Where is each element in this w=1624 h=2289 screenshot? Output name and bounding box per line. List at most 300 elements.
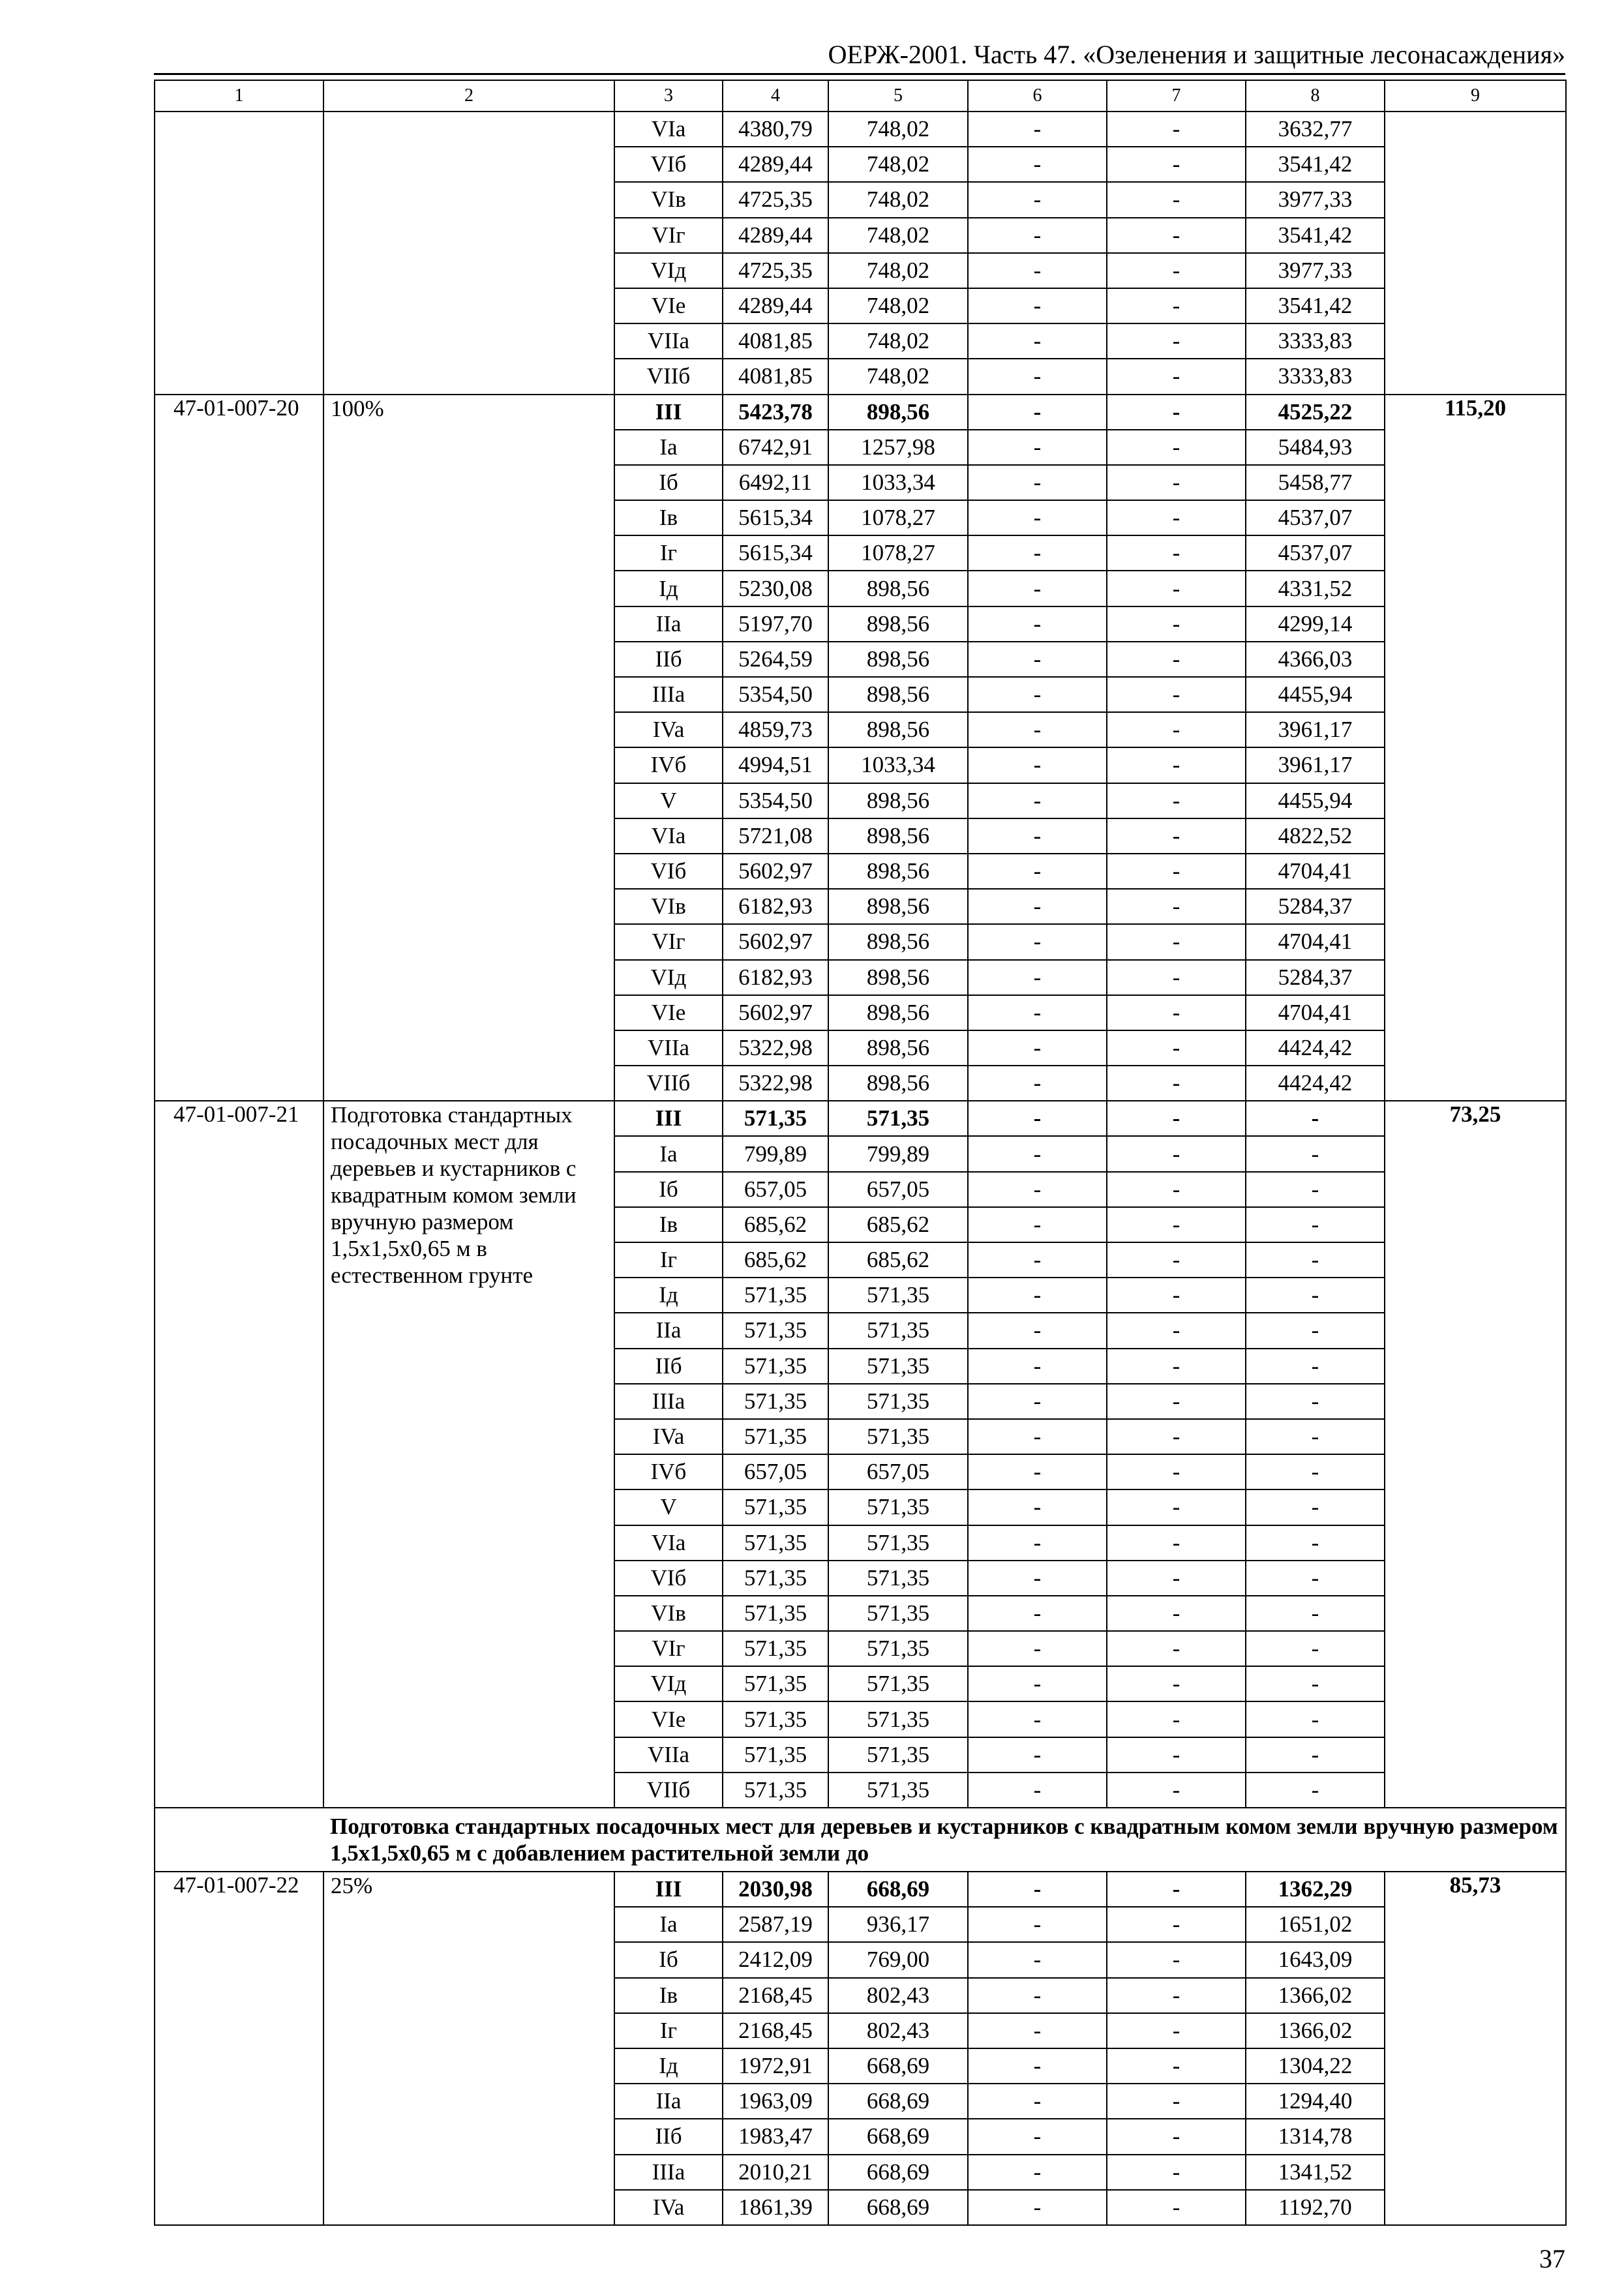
material-cost-cell: 1294,40	[1246, 2084, 1385, 2119]
total-cost-cell: 571,35	[723, 1278, 828, 1313]
material-cost-cell: 1651,02	[1246, 1907, 1385, 1942]
driver-cost-cell: -	[1107, 359, 1246, 394]
machine-cost-cell: -	[968, 465, 1107, 500]
machine-cost-cell: -	[968, 889, 1107, 924]
labor-cost-cell: 748,02	[828, 182, 968, 217]
material-cost-cell: 1341,52	[1246, 2155, 1385, 2190]
driver-cost-cell: -	[1107, 1278, 1246, 1313]
labor-cost-cell: 571,35	[828, 1666, 968, 1701]
labor-hours-cell: 115,20	[1385, 395, 1566, 1101]
total-cost-cell: 2412,09	[723, 1942, 828, 1977]
zone-cell: IVa	[614, 2190, 723, 2225]
material-cost-cell: 3961,17	[1246, 712, 1385, 747]
labor-cost-cell: 1078,27	[828, 535, 968, 571]
labor-cost-cell: 571,35	[828, 1349, 968, 1384]
total-cost-cell: 685,62	[723, 1207, 828, 1242]
material-cost-cell: -	[1246, 1419, 1385, 1454]
machine-cost-cell: -	[968, 1872, 1107, 1907]
total-cost-cell: 657,05	[723, 1172, 828, 1207]
labor-cost-cell: 748,02	[828, 323, 968, 359]
item-code	[155, 112, 323, 395]
total-cost-cell: 571,35	[723, 1666, 828, 1701]
total-cost-cell: 5322,98	[723, 1066, 828, 1101]
material-cost-cell: 4525,22	[1246, 395, 1385, 430]
total-cost-cell: 571,35	[723, 1349, 828, 1384]
table-row	[155, 1101, 1566, 1136]
driver-cost-cell: -	[1107, 1631, 1246, 1666]
zone-cell: VIг	[614, 218, 723, 253]
zone-cell: Ia	[614, 430, 723, 465]
zone-cell: IIб	[614, 1349, 723, 1384]
zone-cell: Iв	[614, 1978, 723, 2013]
machine-cost-cell: -	[968, 2084, 1107, 2119]
total-cost-cell: 1861,39	[723, 2190, 828, 2225]
driver-cost-cell: -	[1107, 323, 1246, 359]
zone-cell: VIIa	[614, 1737, 723, 1773]
table-row	[155, 395, 1566, 430]
total-cost-cell: 5615,34	[723, 535, 828, 571]
labor-cost-cell: 898,56	[828, 854, 968, 889]
labor-cost-cell: 668,69	[828, 2119, 968, 2154]
column-number: 9	[1385, 80, 1566, 112]
item-description: 25%	[323, 1872, 614, 2225]
labor-cost-cell: 898,56	[828, 783, 968, 818]
machine-cost-cell: -	[968, 924, 1107, 959]
total-cost-cell: 5602,97	[723, 924, 828, 959]
total-cost-cell: 571,35	[723, 1561, 828, 1596]
labor-cost-cell: 898,56	[828, 924, 968, 959]
labor-cost-cell: 898,56	[828, 642, 968, 677]
labor-cost-cell: 1078,27	[828, 500, 968, 535]
zone-cell: IVa	[614, 1419, 723, 1454]
machine-cost-cell: -	[968, 1978, 1107, 2013]
labor-cost-cell: 898,56	[828, 818, 968, 854]
material-cost-cell: -	[1246, 1349, 1385, 1384]
total-cost-cell: 5264,59	[723, 642, 828, 677]
zone-cell: Iг	[614, 2013, 723, 2048]
material-cost-cell: -	[1246, 1701, 1385, 1737]
zone-cell: VIe	[614, 288, 723, 323]
zone-cell: IIa	[614, 606, 723, 642]
material-cost-cell: -	[1246, 1242, 1385, 1278]
labor-cost-cell: 898,56	[828, 606, 968, 642]
labor-cost-cell: 571,35	[828, 1561, 968, 1596]
labor-cost-cell: 799,89	[828, 1136, 968, 1171]
zone-cell: VIв	[614, 182, 723, 217]
zone-cell: III	[614, 1101, 723, 1136]
material-cost-cell: 3961,17	[1246, 747, 1385, 783]
driver-cost-cell: -	[1107, 960, 1246, 995]
material-cost-cell: -	[1246, 1773, 1385, 1808]
driver-cost-cell: -	[1107, 430, 1246, 465]
total-cost-cell: 5721,08	[723, 818, 828, 854]
total-cost-cell: 4289,44	[723, 288, 828, 323]
driver-cost-cell: -	[1107, 1454, 1246, 1489]
driver-cost-cell: -	[1107, 677, 1246, 712]
zone-cell: VIe	[614, 1701, 723, 1737]
labor-hours-cell	[1385, 112, 1566, 395]
driver-cost-cell: -	[1107, 395, 1246, 430]
driver-cost-cell: -	[1107, 1525, 1246, 1561]
driver-cost-cell: -	[1107, 288, 1246, 323]
driver-cost-cell: -	[1107, 995, 1246, 1030]
machine-cost-cell: -	[968, 218, 1107, 253]
material-cost-cell: 1192,70	[1246, 2190, 1385, 2225]
zone-cell: VIг	[614, 1631, 723, 1666]
machine-cost-cell: -	[968, 500, 1107, 535]
zone-cell: VIIб	[614, 1066, 723, 1101]
driver-cost-cell: -	[1107, 2084, 1246, 2119]
driver-cost-cell: -	[1107, 571, 1246, 606]
driver-cost-cell: -	[1107, 606, 1246, 642]
labor-cost-cell: 571,35	[828, 1525, 968, 1561]
machine-cost-cell: -	[968, 1489, 1107, 1525]
zone-cell: Iб	[614, 465, 723, 500]
driver-cost-cell: -	[1107, 2119, 1246, 2154]
total-cost-cell: 6492,11	[723, 465, 828, 500]
material-cost-cell: -	[1246, 1278, 1385, 1313]
table-body	[155, 80, 1566, 2225]
material-cost-cell: -	[1246, 1313, 1385, 1348]
material-cost-cell: 5458,77	[1246, 465, 1385, 500]
total-cost-cell: 5197,70	[723, 606, 828, 642]
material-cost-cell: -	[1246, 1525, 1385, 1561]
labor-cost-cell: 802,43	[828, 2013, 968, 2048]
machine-cost-cell: -	[968, 288, 1107, 323]
labor-cost-cell: 748,02	[828, 288, 968, 323]
labor-cost-cell: 668,69	[828, 2190, 968, 2225]
zone-cell: VIв	[614, 889, 723, 924]
machine-cost-cell: -	[968, 677, 1107, 712]
labor-cost-cell: 668,69	[828, 2155, 968, 2190]
total-cost-cell: 6742,91	[723, 430, 828, 465]
labor-cost-cell: 802,43	[828, 1978, 968, 2013]
total-cost-cell: 2030,98	[723, 1872, 828, 1907]
labor-hours-cell: 73,25	[1385, 1101, 1566, 1808]
total-cost-cell: 4081,85	[723, 359, 828, 394]
machine-cost-cell: -	[968, 995, 1107, 1030]
machine-cost-cell: -	[968, 1207, 1107, 1242]
labor-cost-cell: 748,02	[828, 112, 968, 147]
driver-cost-cell: -	[1107, 2048, 1246, 2084]
machine-cost-cell: -	[968, 712, 1107, 747]
column-number: 2	[323, 80, 614, 112]
zone-cell: IIб	[614, 2119, 723, 2154]
column-number: 6	[968, 80, 1107, 112]
zone-cell: VIa	[614, 112, 723, 147]
zone-cell: Iд	[614, 1278, 723, 1313]
labor-cost-cell: 571,35	[828, 1773, 968, 1808]
total-cost-cell: 4725,35	[723, 253, 828, 288]
machine-cost-cell: -	[968, 1278, 1107, 1313]
machine-cost-cell: -	[968, 1666, 1107, 1701]
column-number: 3	[614, 80, 723, 112]
total-cost-cell: 4859,73	[723, 712, 828, 747]
total-cost-cell: 571,35	[723, 1101, 828, 1136]
zone-cell: Iб	[614, 1172, 723, 1207]
column-number: 4	[723, 80, 828, 112]
labor-cost-cell: 571,35	[828, 1701, 968, 1737]
labor-cost-cell: 685,62	[828, 1207, 968, 1242]
total-cost-cell: 6182,93	[723, 889, 828, 924]
machine-cost-cell: -	[968, 818, 1107, 854]
labor-cost-cell: 748,02	[828, 147, 968, 182]
zone-cell: VIIб	[614, 359, 723, 394]
material-cost-cell: -	[1246, 1666, 1385, 1701]
driver-cost-cell: -	[1107, 889, 1246, 924]
zone-cell: III	[614, 1872, 723, 1907]
zone-cell: VIIa	[614, 1030, 723, 1066]
driver-cost-cell: -	[1107, 1242, 1246, 1278]
zone-cell: Iг	[614, 535, 723, 571]
machine-cost-cell: -	[968, 1172, 1107, 1207]
machine-cost-cell: -	[968, 783, 1107, 818]
labor-cost-cell: 571,35	[828, 1419, 968, 1454]
machine-cost-cell: -	[968, 1454, 1107, 1489]
estimate-table	[154, 80, 1567, 2226]
material-cost-cell: 4704,41	[1246, 924, 1385, 959]
total-cost-cell: 5602,97	[723, 854, 828, 889]
driver-cost-cell: -	[1107, 218, 1246, 253]
labor-cost-cell: 898,56	[828, 889, 968, 924]
item-description: Подготовка стандартных посадочных мест для деревьев и кустарников с квадратным комом земли вручную размером 1,5x1,5x0,65 м в естественном грунте	[323, 1101, 614, 1808]
material-cost-cell: -	[1246, 1631, 1385, 1666]
total-cost-cell: 571,35	[723, 1419, 828, 1454]
material-cost-cell: 3977,33	[1246, 253, 1385, 288]
total-cost-cell: 1983,47	[723, 2119, 828, 2154]
total-cost-cell: 685,62	[723, 1242, 828, 1278]
driver-cost-cell: -	[1107, 535, 1246, 571]
driver-cost-cell: -	[1107, 924, 1246, 959]
machine-cost-cell: -	[968, 253, 1107, 288]
machine-cost-cell: -	[968, 1101, 1107, 1136]
zone-cell: IIa	[614, 2084, 723, 2119]
total-cost-cell: 571,35	[723, 1701, 828, 1737]
machine-cost-cell: -	[968, 1030, 1107, 1066]
total-cost-cell: 5423,78	[723, 395, 828, 430]
labor-cost-cell: 1257,98	[828, 430, 968, 465]
total-cost-cell: 571,35	[723, 1631, 828, 1666]
driver-cost-cell: -	[1107, 1136, 1246, 1171]
material-cost-cell: 3333,83	[1246, 359, 1385, 394]
zone-cell: IIб	[614, 642, 723, 677]
zone-cell: VIг	[614, 924, 723, 959]
total-cost-cell: 799,89	[723, 1136, 828, 1171]
machine-cost-cell: -	[968, 2013, 1107, 2048]
zone-cell: Ia	[614, 1907, 723, 1942]
labor-cost-cell: 1033,34	[828, 747, 968, 783]
machine-cost-cell: -	[968, 1313, 1107, 1348]
zone-cell: VIб	[614, 854, 723, 889]
labor-cost-cell: 898,56	[828, 571, 968, 606]
total-cost-cell: 2587,19	[723, 1907, 828, 1942]
material-cost-cell: 1366,02	[1246, 2013, 1385, 2048]
total-cost-cell: 657,05	[723, 1454, 828, 1489]
material-cost-cell: -	[1246, 1489, 1385, 1525]
total-cost-cell: 2168,45	[723, 1978, 828, 2013]
total-cost-cell: 5615,34	[723, 500, 828, 535]
driver-cost-cell: -	[1107, 1349, 1246, 1384]
labor-cost-cell: 898,56	[828, 1066, 968, 1101]
driver-cost-cell: -	[1107, 2013, 1246, 2048]
zone-cell: VIa	[614, 1525, 723, 1561]
machine-cost-cell: -	[968, 960, 1107, 995]
page-number: 37	[1539, 2244, 1565, 2273]
material-cost-cell: 1643,09	[1246, 1942, 1385, 1977]
machine-cost-cell: -	[968, 2190, 1107, 2225]
material-cost-cell: -	[1246, 1207, 1385, 1242]
driver-cost-cell: -	[1107, 1942, 1246, 1977]
machine-cost-cell: -	[968, 112, 1107, 147]
zone-cell: VIa	[614, 818, 723, 854]
machine-cost-cell: -	[968, 1773, 1107, 1808]
material-cost-cell: 1362,29	[1246, 1872, 1385, 1907]
material-cost-cell: 4455,94	[1246, 677, 1385, 712]
labor-cost-cell: 898,56	[828, 960, 968, 995]
labor-cost-cell: 898,56	[828, 995, 968, 1030]
machine-cost-cell: -	[968, 642, 1107, 677]
machine-cost-cell: -	[968, 1349, 1107, 1384]
labor-cost-cell: 657,05	[828, 1454, 968, 1489]
labor-cost-cell: 748,02	[828, 359, 968, 394]
item-description: 100%	[323, 395, 614, 1101]
labor-cost-cell: 1033,34	[828, 465, 968, 500]
labor-cost-cell: 898,56	[828, 712, 968, 747]
machine-cost-cell: -	[968, 535, 1107, 571]
total-cost-cell: 1972,91	[723, 2048, 828, 2084]
zone-cell: Iг	[614, 1242, 723, 1278]
machine-cost-cell: -	[968, 395, 1107, 430]
driver-cost-cell: -	[1107, 712, 1246, 747]
driver-cost-cell: -	[1107, 1066, 1246, 1101]
total-cost-cell: 571,35	[723, 1384, 828, 1419]
machine-cost-cell: -	[968, 1631, 1107, 1666]
machine-cost-cell: -	[968, 1737, 1107, 1773]
zone-cell: VIe	[614, 995, 723, 1030]
material-cost-cell: 4822,52	[1246, 818, 1385, 854]
machine-cost-cell: -	[968, 1596, 1107, 1631]
driver-cost-cell: -	[1107, 1737, 1246, 1773]
zone-cell: VIд	[614, 253, 723, 288]
total-cost-cell: 6182,93	[723, 960, 828, 995]
material-cost-cell: 5484,93	[1246, 430, 1385, 465]
driver-cost-cell: -	[1107, 1101, 1246, 1136]
item-code: 47-01-007-22	[155, 1872, 323, 2225]
column-number-row	[155, 80, 1566, 112]
machine-cost-cell: -	[968, 606, 1107, 642]
material-cost-cell: 4455,94	[1246, 783, 1385, 818]
labor-cost-cell: 898,56	[828, 395, 968, 430]
section-title-row	[155, 1808, 1566, 1872]
material-cost-cell: 3541,42	[1246, 288, 1385, 323]
driver-cost-cell: -	[1107, 1172, 1246, 1207]
material-cost-cell: -	[1246, 1454, 1385, 1489]
material-cost-cell: 1366,02	[1246, 1978, 1385, 2013]
zone-cell: IIa	[614, 1313, 723, 1348]
total-cost-cell: 4725,35	[723, 182, 828, 217]
labor-cost-cell: 936,17	[828, 1907, 968, 1942]
driver-cost-cell: -	[1107, 2155, 1246, 2190]
labor-cost-cell: 668,69	[828, 1872, 968, 1907]
total-cost-cell: 571,35	[723, 1596, 828, 1631]
material-cost-cell: 4424,42	[1246, 1030, 1385, 1066]
machine-cost-cell: -	[968, 430, 1107, 465]
labor-cost-cell: 685,62	[828, 1242, 968, 1278]
zone-cell: Iд	[614, 571, 723, 606]
total-cost-cell: 4081,85	[723, 323, 828, 359]
column-number: 8	[1246, 80, 1385, 112]
material-cost-cell: 3333,83	[1246, 323, 1385, 359]
total-cost-cell: 571,35	[723, 1525, 828, 1561]
driver-cost-cell: -	[1107, 147, 1246, 182]
machine-cost-cell: -	[968, 1066, 1107, 1101]
total-cost-cell: 571,35	[723, 1737, 828, 1773]
column-number: 7	[1107, 80, 1246, 112]
total-cost-cell: 4289,44	[723, 218, 828, 253]
zone-cell: V	[614, 783, 723, 818]
machine-cost-cell: -	[968, 147, 1107, 182]
labor-cost-cell: 571,35	[828, 1101, 968, 1136]
machine-cost-cell: -	[968, 1942, 1107, 1977]
machine-cost-cell: -	[968, 182, 1107, 217]
header-rule	[154, 73, 1565, 75]
zone-cell: Iв	[614, 1207, 723, 1242]
zone-cell: IIIa	[614, 2155, 723, 2190]
driver-cost-cell: -	[1107, 500, 1246, 535]
driver-cost-cell: -	[1107, 1030, 1246, 1066]
column-number: 5	[828, 80, 968, 112]
driver-cost-cell: -	[1107, 1872, 1246, 1907]
labor-hours-cell: 85,73	[1385, 1872, 1566, 2225]
labor-cost-cell: 571,35	[828, 1278, 968, 1313]
machine-cost-cell: -	[968, 323, 1107, 359]
labor-cost-cell: 571,35	[828, 1737, 968, 1773]
machine-cost-cell: -	[968, 571, 1107, 606]
total-cost-cell: 571,35	[723, 1773, 828, 1808]
material-cost-cell: 1304,22	[1246, 2048, 1385, 2084]
zone-cell: III	[614, 395, 723, 430]
table-row	[155, 1872, 1566, 1907]
material-cost-cell: 5284,37	[1246, 889, 1385, 924]
zone-cell: Ia	[614, 1136, 723, 1171]
driver-cost-cell: -	[1107, 1978, 1246, 2013]
machine-cost-cell: -	[968, 1525, 1107, 1561]
machine-cost-cell: -	[968, 1242, 1107, 1278]
total-cost-cell: 5230,08	[723, 571, 828, 606]
driver-cost-cell: -	[1107, 182, 1246, 217]
machine-cost-cell: -	[968, 2048, 1107, 2084]
zone-cell: VIб	[614, 147, 723, 182]
material-cost-cell: 4537,07	[1246, 500, 1385, 535]
zone-cell: IVб	[614, 1454, 723, 1489]
labor-cost-cell: 898,56	[828, 1030, 968, 1066]
material-cost-cell: -	[1246, 1384, 1385, 1419]
labor-cost-cell: 748,02	[828, 253, 968, 288]
material-cost-cell: 4299,14	[1246, 606, 1385, 642]
zone-cell: Iв	[614, 500, 723, 535]
material-cost-cell: 4331,52	[1246, 571, 1385, 606]
material-cost-cell: -	[1246, 1136, 1385, 1171]
labor-cost-cell: 571,35	[828, 1489, 968, 1525]
material-cost-cell: 4537,07	[1246, 535, 1385, 571]
page-header-title: ОЕРЖ-2001. Часть 47. «Озеленения и защитные лесонасаждения»	[828, 40, 1565, 69]
labor-cost-cell: 571,35	[828, 1384, 968, 1419]
labor-cost-cell: 668,69	[828, 2048, 968, 2084]
material-cost-cell: 5284,37	[1246, 960, 1385, 995]
driver-cost-cell: -	[1107, 1773, 1246, 1808]
driver-cost-cell: -	[1107, 465, 1246, 500]
total-cost-cell: 2168,45	[723, 2013, 828, 2048]
